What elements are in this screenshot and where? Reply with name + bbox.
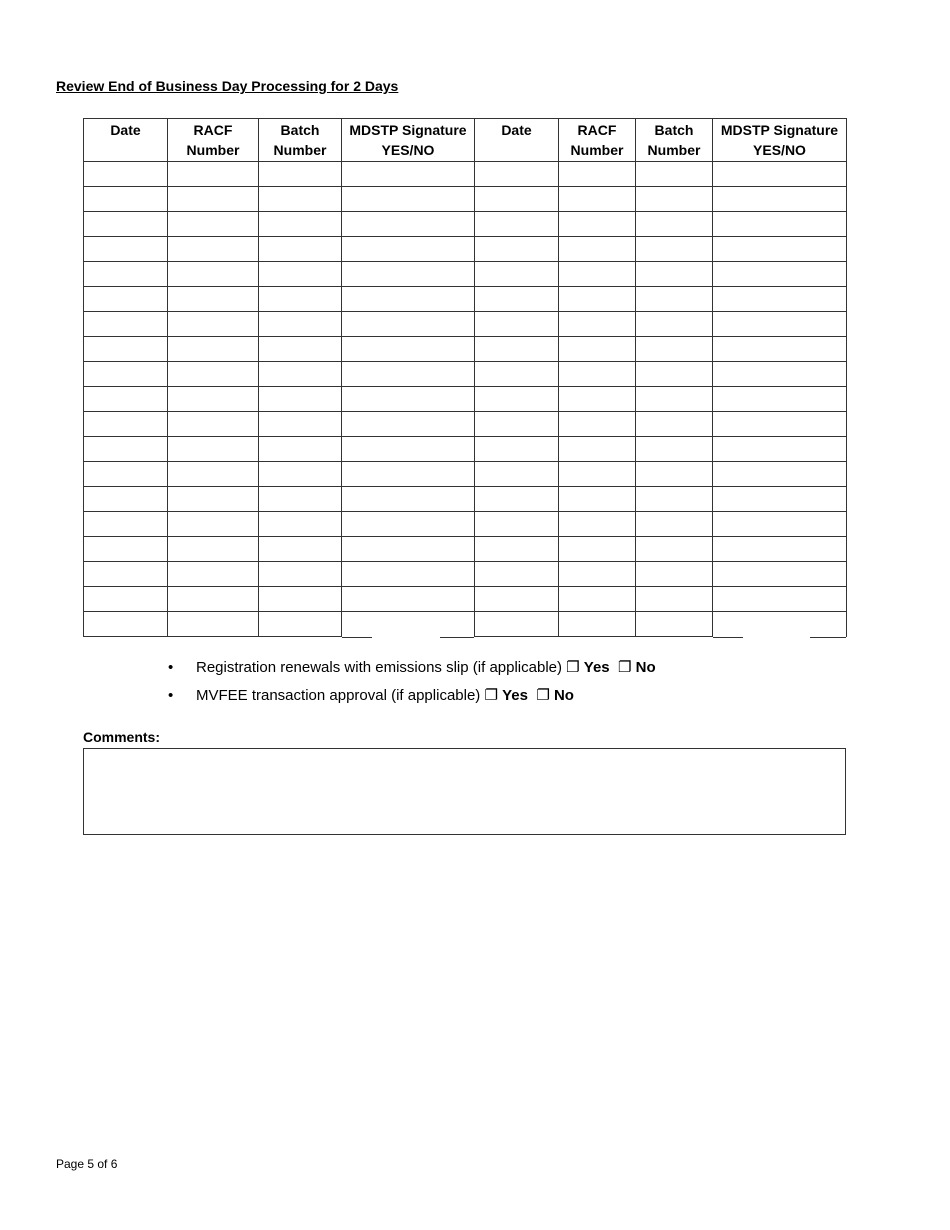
column-header-date-2: Date <box>475 119 559 162</box>
date-cell[interactable] <box>475 462 559 487</box>
signature-cell[interactable] <box>342 212 475 237</box>
batch-number-cell[interactable] <box>259 512 342 537</box>
checklist-item-registration <box>168 656 656 684</box>
batch-number-cell[interactable] <box>636 237 713 262</box>
racf-number-cell[interactable] <box>559 512 636 537</box>
batch-number-cell[interactable] <box>636 587 713 612</box>
date-cell[interactable] <box>84 462 168 487</box>
batch-number-cell[interactable] <box>636 337 713 362</box>
batch-number-cell[interactable] <box>259 412 342 437</box>
table-row <box>84 487 847 512</box>
date-cell[interactable] <box>475 262 559 287</box>
date-cell[interactable] <box>475 587 559 612</box>
batch-number-cell[interactable] <box>259 462 342 487</box>
signature-cell[interactable] <box>713 337 847 362</box>
signature-cell[interactable] <box>342 487 475 512</box>
batch-number-cell[interactable] <box>259 587 342 612</box>
signature-cell[interactable] <box>713 412 847 437</box>
signature-cell[interactable] <box>342 312 475 337</box>
racf-number-cell[interactable] <box>559 212 636 237</box>
column-header-mdstp-signature-2: MDSTP Signature YES/NO <box>713 119 847 162</box>
date-cell[interactable] <box>84 362 168 387</box>
date-cell[interactable] <box>475 162 559 187</box>
date-cell[interactable] <box>84 512 168 537</box>
date-cell[interactable] <box>84 237 168 262</box>
yes-label: Yes <box>502 687 528 704</box>
no-label: No <box>553 687 574 704</box>
date-cell[interactable] <box>84 312 168 337</box>
table-row <box>84 287 847 312</box>
bullet-icon: • <box>168 687 174 704</box>
signature-cell[interactable] <box>342 437 475 462</box>
date-cell[interactable] <box>475 512 559 537</box>
date-cell[interactable] <box>84 437 168 462</box>
batch-number-cell[interactable] <box>636 312 713 337</box>
racf-number-cell[interactable] <box>168 537 259 562</box>
table-row <box>84 537 847 562</box>
table-row <box>84 362 847 387</box>
yes-checkbox[interactable]: ❐ <box>566 659 580 676</box>
table-header-row <box>84 119 847 162</box>
signature-cell[interactable] <box>713 187 847 212</box>
signature-cell[interactable] <box>713 437 847 462</box>
date-cell[interactable] <box>84 212 168 237</box>
racf-number-cell[interactable] <box>168 462 259 487</box>
yes-checkbox[interactable]: ❐ <box>484 687 498 704</box>
date-cell[interactable] <box>475 362 559 387</box>
racf-number-cell[interactable] <box>559 162 636 187</box>
racf-number-cell[interactable] <box>559 287 636 312</box>
racf-number-cell[interactable] <box>168 187 259 212</box>
racf-number-cell[interactable] <box>559 437 636 462</box>
no-label: No <box>635 659 656 676</box>
signature-cell[interactable] <box>342 162 475 187</box>
date-cell[interactable] <box>475 437 559 462</box>
racf-number-cell[interactable] <box>559 262 636 287</box>
checklist-item-text: MVFEE transaction approval (if applicable) <box>196 687 481 704</box>
column-header-mdstp-signature: MDSTP Signature YES/NO <box>342 119 475 162</box>
date-cell[interactable] <box>84 287 168 312</box>
table-row <box>84 262 847 287</box>
racf-number-cell[interactable] <box>168 287 259 312</box>
batch-number-cell[interactable] <box>259 337 342 362</box>
signature-cell[interactable] <box>342 612 475 637</box>
racf-number-cell[interactable] <box>168 562 259 587</box>
no-checkbox[interactable]: ❐ <box>618 659 632 676</box>
racf-number-cell[interactable] <box>559 362 636 387</box>
signature-cell[interactable] <box>342 387 475 412</box>
table-row <box>84 462 847 487</box>
signature-cell[interactable] <box>342 462 475 487</box>
batch-number-cell[interactable] <box>259 187 342 212</box>
racf-number-cell[interactable] <box>559 462 636 487</box>
column-header-date: Date <box>84 119 168 162</box>
date-cell[interactable] <box>84 162 168 187</box>
table-row <box>84 437 847 462</box>
batch-number-cell[interactable] <box>259 287 342 312</box>
signature-cell[interactable] <box>713 312 847 337</box>
batch-number-cell[interactable] <box>636 412 713 437</box>
batch-number-cell[interactable] <box>636 487 713 512</box>
signature-cell[interactable] <box>713 212 847 237</box>
batch-number-cell[interactable] <box>259 262 342 287</box>
racf-number-cell[interactable] <box>559 562 636 587</box>
date-cell[interactable] <box>475 287 559 312</box>
signature-cell[interactable] <box>713 162 847 187</box>
racf-number-cell[interactable] <box>168 262 259 287</box>
table-row <box>84 412 847 437</box>
date-cell[interactable] <box>475 337 559 362</box>
racf-number-cell[interactable] <box>559 537 636 562</box>
date-cell[interactable] <box>84 387 168 412</box>
batch-number-cell[interactable] <box>636 437 713 462</box>
racf-number-cell[interactable] <box>559 312 636 337</box>
signature-cell[interactable] <box>342 362 475 387</box>
signature-cell[interactable] <box>342 187 475 212</box>
date-cell[interactable] <box>475 412 559 437</box>
column-header-batch-number-2: Batch Number <box>636 119 713 162</box>
racf-number-cell[interactable] <box>559 237 636 262</box>
batch-number-cell[interactable] <box>259 562 342 587</box>
batch-number-cell[interactable] <box>636 387 713 412</box>
page-number: Page 5 of 6 <box>56 1157 118 1171</box>
batch-number-cell[interactable] <box>259 537 342 562</box>
signature-cell[interactable] <box>342 287 475 312</box>
racf-number-cell[interactable] <box>168 412 259 437</box>
date-cell[interactable] <box>84 412 168 437</box>
table-row <box>84 562 847 587</box>
racf-number-cell[interactable] <box>168 162 259 187</box>
page-title: Review End of Business Day Processing for 2 Days <box>56 78 399 94</box>
no-checkbox[interactable]: ❐ <box>536 687 550 704</box>
signature-cell[interactable] <box>713 462 847 487</box>
date-cell[interactable] <box>84 187 168 212</box>
date-cell[interactable] <box>84 612 168 637</box>
date-cell[interactable] <box>84 262 168 287</box>
batch-number-cell[interactable] <box>636 512 713 537</box>
comments-field[interactable] <box>83 748 846 835</box>
date-cell[interactable] <box>84 487 168 512</box>
racf-number-cell[interactable] <box>168 587 259 612</box>
signature-cell[interactable] <box>713 562 847 587</box>
comments-label: Comments: <box>83 729 161 745</box>
bullet-icon: • <box>168 659 174 676</box>
yes-label: Yes <box>583 659 610 676</box>
batch-number-cell[interactable] <box>636 212 713 237</box>
processing-table <box>83 118 847 637</box>
signature-cell[interactable] <box>342 412 475 437</box>
batch-number-cell[interactable] <box>636 362 713 387</box>
table-row <box>84 337 847 362</box>
racf-number-cell[interactable] <box>168 387 259 412</box>
signature-cell[interactable] <box>342 537 475 562</box>
signature-cell[interactable] <box>713 287 847 312</box>
racf-number-cell[interactable] <box>559 187 636 212</box>
table-body <box>84 162 847 637</box>
racf-number-cell[interactable] <box>168 312 259 337</box>
checklist <box>168 656 656 712</box>
signature-cell[interactable] <box>713 587 847 612</box>
date-cell[interactable] <box>84 562 168 587</box>
signature-cell[interactable] <box>342 237 475 262</box>
table-row <box>84 312 847 337</box>
batch-number-cell[interactable] <box>259 362 342 387</box>
racf-number-cell[interactable] <box>168 237 259 262</box>
racf-number-cell[interactable] <box>168 487 259 512</box>
table-row <box>84 212 847 237</box>
signature-cell[interactable] <box>713 362 847 387</box>
batch-number-cell[interactable] <box>636 287 713 312</box>
racf-number-cell[interactable] <box>559 387 636 412</box>
signature-cell[interactable] <box>713 262 847 287</box>
racf-number-cell[interactable] <box>168 212 259 237</box>
table-row <box>84 512 847 537</box>
date-cell[interactable] <box>475 312 559 337</box>
date-cell[interactable] <box>475 212 559 237</box>
batch-number-cell[interactable] <box>636 462 713 487</box>
batch-number-cell[interactable] <box>259 612 342 637</box>
racf-number-cell[interactable] <box>168 362 259 387</box>
date-cell[interactable] <box>475 387 559 412</box>
batch-number-cell[interactable] <box>259 487 342 512</box>
batch-number-cell[interactable] <box>636 262 713 287</box>
checklist-item-text: Registration renewals with emissions slip (if applicable) <box>196 659 562 676</box>
column-header-racf-number: RACF Number <box>168 119 259 162</box>
batch-number-cell[interactable] <box>259 437 342 462</box>
racf-number-cell[interactable] <box>559 487 636 512</box>
table-row <box>84 387 847 412</box>
date-cell[interactable] <box>475 562 559 587</box>
batch-number-cell[interactable] <box>636 612 713 637</box>
column-header-batch-number: Batch Number <box>259 119 342 162</box>
signature-cell[interactable] <box>713 387 847 412</box>
table-row <box>84 587 847 612</box>
batch-number-cell[interactable] <box>259 387 342 412</box>
checklist-item-mvfee <box>168 684 656 712</box>
date-cell[interactable] <box>475 612 559 637</box>
signature-cell[interactable] <box>342 587 475 612</box>
table-row <box>84 187 847 212</box>
signature-cell[interactable] <box>342 562 475 587</box>
table-row <box>84 162 847 187</box>
signature-cell[interactable] <box>713 612 847 637</box>
racf-number-cell[interactable] <box>168 337 259 362</box>
signature-cell[interactable] <box>342 512 475 537</box>
batch-number-cell[interactable] <box>636 562 713 587</box>
batch-number-cell[interactable] <box>636 187 713 212</box>
date-cell[interactable] <box>84 587 168 612</box>
batch-number-cell[interactable] <box>636 162 713 187</box>
date-cell[interactable] <box>84 537 168 562</box>
racf-number-cell[interactable] <box>168 512 259 537</box>
signature-cell[interactable] <box>342 337 475 362</box>
column-header-racf-number-2: RACF Number <box>559 119 636 162</box>
batch-number-cell[interactable] <box>259 312 342 337</box>
signature-cell[interactable] <box>713 537 847 562</box>
racf-number-cell[interactable] <box>168 437 259 462</box>
racf-number-cell[interactable] <box>559 412 636 437</box>
signature-cell[interactable] <box>713 487 847 512</box>
batch-number-cell[interactable] <box>259 237 342 262</box>
signature-cell[interactable] <box>342 262 475 287</box>
date-cell[interactable] <box>475 537 559 562</box>
date-cell[interactable] <box>475 187 559 212</box>
signature-cell[interactable] <box>713 512 847 537</box>
racf-number-cell[interactable] <box>559 612 636 637</box>
batch-number-cell[interactable] <box>259 212 342 237</box>
signature-cell[interactable] <box>713 237 847 262</box>
date-cell[interactable] <box>475 487 559 512</box>
racf-number-cell[interactable] <box>559 337 636 362</box>
date-cell[interactable] <box>84 337 168 362</box>
batch-number-cell[interactable] <box>259 162 342 187</box>
table-row <box>84 237 847 262</box>
racf-number-cell[interactable] <box>168 612 259 637</box>
batch-number-cell[interactable] <box>636 537 713 562</box>
table-row <box>84 612 847 637</box>
date-cell[interactable] <box>475 237 559 262</box>
racf-number-cell[interactable] <box>559 587 636 612</box>
